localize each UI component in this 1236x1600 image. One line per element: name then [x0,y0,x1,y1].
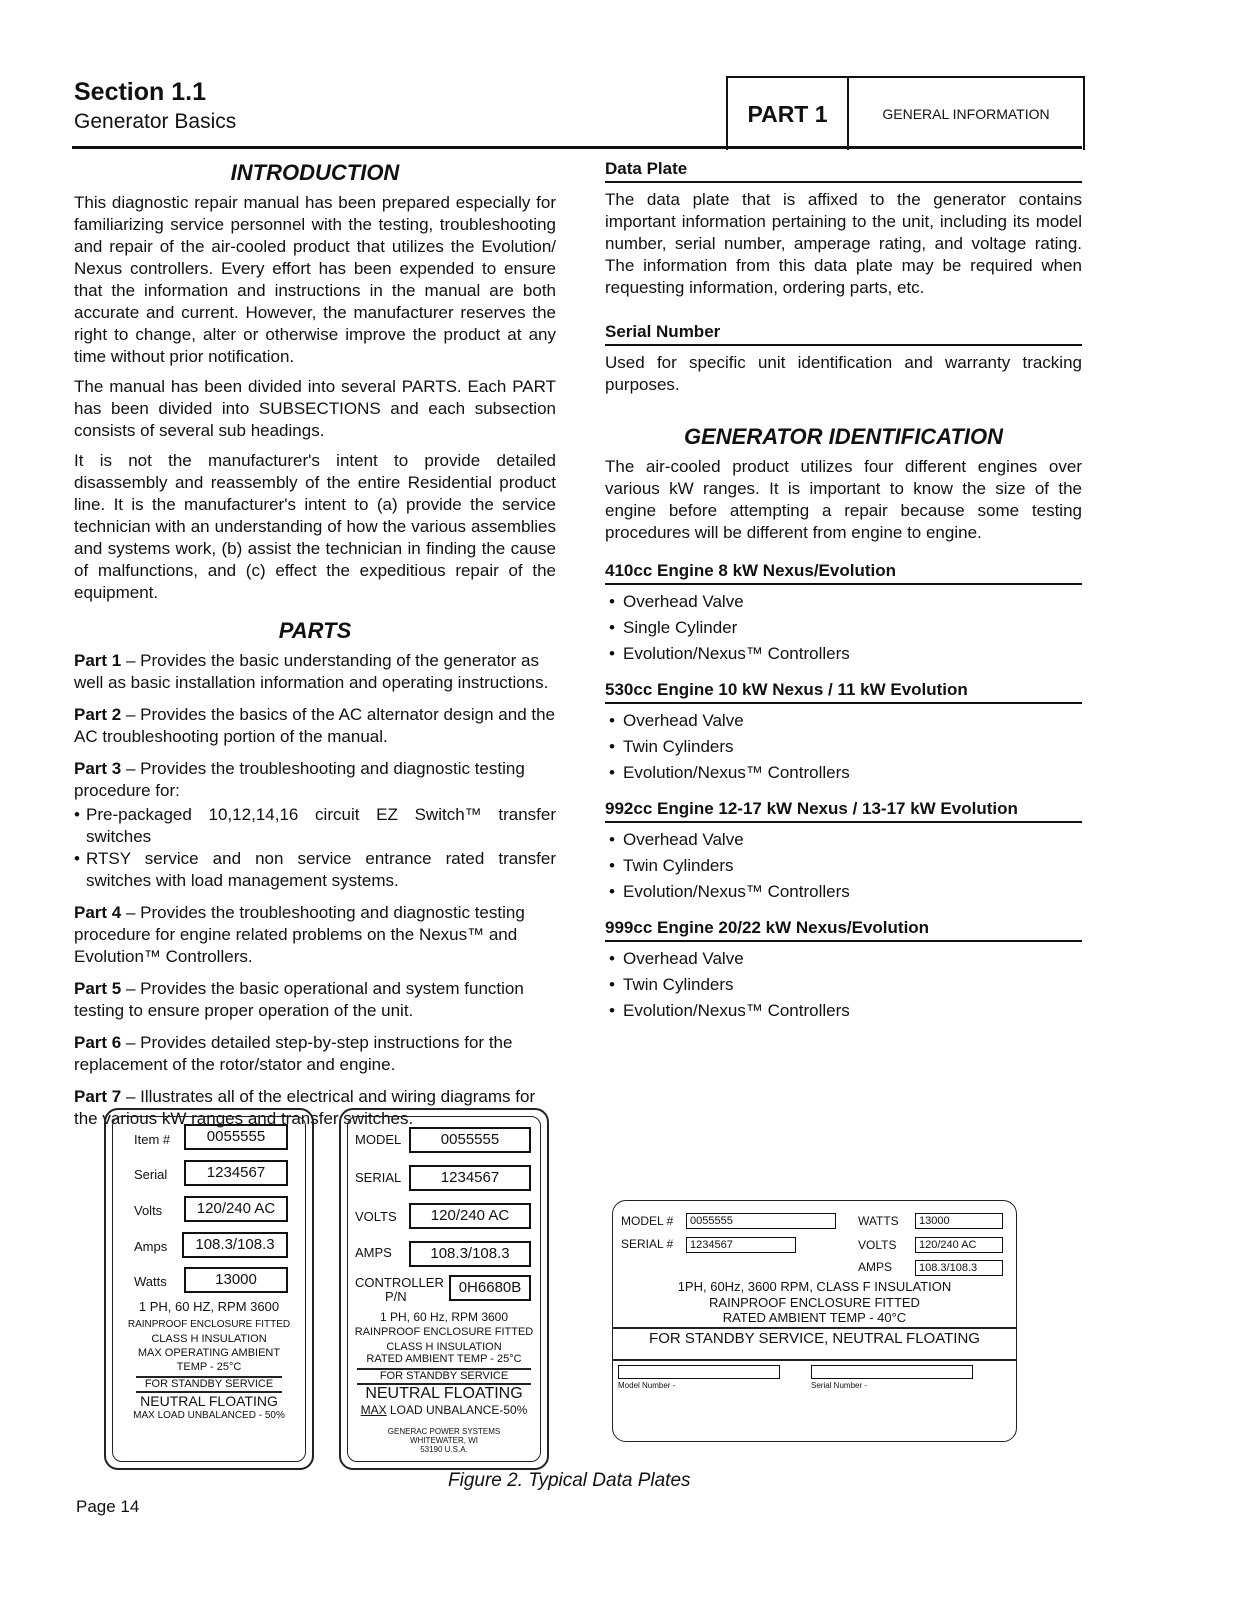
plate1-volts-label: Volts [134,1203,163,1218]
list-item: • Single Cylinder [605,617,1082,639]
plate3-volts-value: 120/240 AC [915,1237,1003,1253]
plate2-line3: CLASS H INSULATION [386,1341,502,1353]
right-column [605,158,1082,1032]
plate2-serial-label: SERIAL [355,1170,402,1185]
plate3-volts-label: VOLTS [858,1238,897,1252]
figure-caption: Figure 2. Typical Data Plates [448,1470,691,1491]
plate3-watts-value: 13000 [915,1213,1003,1229]
list-item: • Evolution/Nexus™ Controllers [605,881,1082,903]
list-item: • Pre-packaged 10,12,14,16 circuit EZ Switch™ transfer switches [74,804,556,848]
plate1-amps-value: 108.3/108.3 [182,1232,288,1258]
plate3-watts-label: WATTS [858,1214,899,1228]
part-6-desc: Part 6 – Provides detailed step-by-step instructions for the replacement of the rotor/stator and engine. [74,1033,513,1074]
part-4-desc: Part 4 – Provides the troubleshooting and diagnostic testing procedure for engine related problems on the Nexus™ and Evolution™ Controllers. [74,903,525,966]
serial-number-heading: Serial Number [605,321,1082,346]
list-item: • Evolution/Nexus™ Controllers [605,1000,1082,1022]
section-subtitle: Generator Basics [74,110,237,133]
engine-530-list [605,710,1082,784]
data-plate-heading: Data Plate [605,158,1082,183]
plate2-maker-2: WHITEWATER, WI [410,1436,478,1445]
list-item: • Overhead Valve [605,948,1082,970]
part-3-bullets [74,804,556,892]
plate3-line3: RATED AMBIENT TEMP - 40°C [722,1310,907,1325]
plate1-line2: RAINPROOF ENCLOSURE FITTED [127,1319,291,1330]
part-label: GENERAL INFORMATION [882,106,1050,122]
plate2-pn-label: P/N [385,1289,407,1304]
left-column [74,158,556,1140]
part-7-desc: Part 7 – Illustrates all of the electrical and wiring diagrams for the various kW ranges and transfer switches. [74,1087,536,1128]
plate1-serial-label: Serial [134,1167,168,1182]
engine-992-list [605,829,1082,903]
plate1-item-value: 0055555 [184,1124,288,1150]
part-1-desc: Part 1 – Provides the basic understanding of the generator as well as basic installation information and operating instructions. [74,651,549,692]
intro-paragraph-2: The manual has been divided into several PARTS. Each PART has been divided into SUBSECTIONS and each subsection consists of several sub headings. [74,377,556,440]
plate2-controller-label: CONTROLLER [355,1275,444,1290]
section-number: Section 1.1 [74,78,206,106]
list-item: • Overhead Valve [605,829,1082,851]
serial-number-text: Used for specific unit identification and warranty tracking purposes. [605,353,1082,394]
plate3-line1: 1PH, 60Hz, 3600 RPM, CLASS F INSULATION [677,1279,952,1294]
plate3-serial-number-label: Serial Number - [811,1381,868,1390]
list-item: • Overhead Valve [605,591,1082,613]
plate2-line6: NEUTRAL FLOATING [365,1385,523,1402]
list-item: • RTSY service and non service entrance rated transfer switches with load management systems. [74,848,556,892]
plate1-line8: MAX LOAD UNBALANCED - 50% [133,1410,285,1421]
page-number: Page 14 [76,1497,140,1516]
intro-paragraph-1: This diagnostic repair manual has been prepared especially for familiarizing service personnel with the testing, troubleshooting and repair of the air-cooled product that utilizes the Evolution/ Nexus controllers. Every effort has been expended to ensure that the information and instructions in the manual are both accurate and current. However, the manufacturer reserves the right to change, alter or otherwise improve the product at any time without prior notification. [74,193,556,366]
engine-999-heading: 999cc Engine 20/22 kW Nexus/Evolution [605,917,1082,942]
part-header-box [726,76,1085,150]
plate1-watts-label: Watts [134,1274,167,1289]
plate3-model-number-field [618,1365,780,1379]
part-2-desc: Part 2 – Provides the basics of the AC alternator design and the AC troubleshooting portion of the manual. [74,705,556,746]
plate2-volts-label: VOLTS [355,1209,397,1224]
engine-992-heading: 992cc Engine 12-17 kW Nexus / 13-17 kW Evolution [605,798,1082,823]
plate2-line5: FOR STANDBY SERVICE [379,1370,509,1382]
plate2-amps-label: AMPS [355,1245,392,1260]
list-item: • Twin Cylinders [605,974,1082,996]
plate2-line4: RATED AMBIENT TEMP - 25°C [366,1353,522,1365]
parts-heading: PARTS [278,618,352,643]
plate1-line1: 1 PH, 60 HZ, RPM 3600 [138,1299,280,1314]
plate1-volts-value: 120/240 AC [184,1196,288,1222]
plate2-volts-value: 120/240 AC [409,1203,531,1229]
plate1-line6: FOR STANDBY SERVICE [144,1378,274,1390]
list-item: • Twin Cylinders [605,736,1082,758]
list-item: • Evolution/Nexus™ Controllers [605,762,1082,784]
plate2-model-label: MODEL [355,1132,402,1147]
plate2-serial-value: 1234567 [409,1165,531,1191]
data-plate-3 [612,1200,1017,1442]
plate3-model-number-label: Model Number - [618,1381,676,1390]
plate3-model-value: 0055555 [686,1213,836,1229]
plate2-line1: 1 PH, 60 Hz, RPM 3600 [379,1310,509,1324]
plate3-serial-value: 1234567 [686,1237,796,1253]
introduction-heading: INTRODUCTION [230,160,400,185]
plate3-line4: FOR STANDBY SERVICE, NEUTRAL FLOATING [649,1330,980,1347]
plate2-maker-1: GENERAC POWER SYSTEMS [387,1427,501,1436]
part-3-desc: Part 3 – Provides the troubleshooting and diagnostic testing procedure for: [74,759,525,800]
part-number: PART 1 [728,78,849,150]
plate3-amps-value: 108.3/108.3 [915,1260,1003,1276]
generator-identification-heading: GENERATOR IDENTIFICATION [684,424,1003,449]
intro-paragraph-3: It is not the manufacturer's intent to provide detailed disassembly and reassembly of the entire Residential product line. It is the manufacturer's intent to (a) provide the service technician with an understanding of how the various assemblies and systems work, (b) assist the technician in finding the cause of malfunctions, and (c) effect the expeditious repair of the equipment. [74,451,556,602]
plate3-amps-label: AMPS [858,1260,893,1274]
plate2-line2: RAINPROOF ENCLOSURE FITTED [354,1326,534,1338]
plate1-serial-value: 1234567 [184,1160,288,1186]
plate2-line7: MAX LOAD UNBALANCE-50% [360,1403,528,1417]
header-divider [72,146,1082,149]
engine-410-heading: 410cc Engine 8 kW Nexus/Evolution [605,560,1082,585]
plate2-amps-value: 108.3/108.3 [409,1241,531,1267]
data-plate-text: The data plate that is affixed to the generator contains important information pertaining to the unit, including its model number, serial number, amperage rating, and voltage rating. The information from this data plate may be required when requesting information, ordering parts, etc. [605,190,1082,297]
plate2-model-value: 0055555 [409,1127,531,1153]
plate3-line2: RAINPROOF ENCLOSURE FITTED [709,1295,920,1310]
plate3-serial-number-field [811,1365,973,1379]
engine-999-list [605,948,1082,1022]
plate1-line3: CLASS H INSULATION [151,1333,267,1345]
list-item: • Overhead Valve [605,710,1082,732]
plate1-line7: NEUTRAL FLOATING [140,1393,278,1409]
plate1-watts-value: 13000 [184,1267,288,1293]
plate1-line5: TEMP - 25°C [176,1361,242,1373]
plate1-item-label: Item # [134,1132,171,1147]
part-5-desc: Part 5 – Provides the basic operational and system function testing to ensure proper operation of the unit. [74,979,524,1020]
data-plate-2 [339,1108,549,1470]
engine-530-heading: 530cc Engine 10 kW Nexus / 11 kW Evolution [605,679,1082,704]
list-item: • Evolution/Nexus™ Controllers [605,643,1082,665]
plate1-amps-label: Amps [134,1239,168,1254]
list-item: • Twin Cylinders [605,855,1082,877]
engine-410-list [605,591,1082,665]
plate2-controller-value: 0H6680B [449,1275,531,1301]
generator-identification-text: The air-cooled product utilizes four different engines over various kW ranges. It is important to know the size of the engine before attempting a repair because some testing procedures will be different from engine to engine. [605,457,1082,542]
plate3-model-label: MODEL # [621,1214,674,1228]
plate3-serial-label: SERIAL # [621,1237,674,1251]
plate1-line4: MAX OPERATING AMBIENT [137,1347,281,1359]
plate2-maker-3: 53190 U.S.A. [420,1445,468,1454]
data-plate-1 [104,1108,314,1470]
